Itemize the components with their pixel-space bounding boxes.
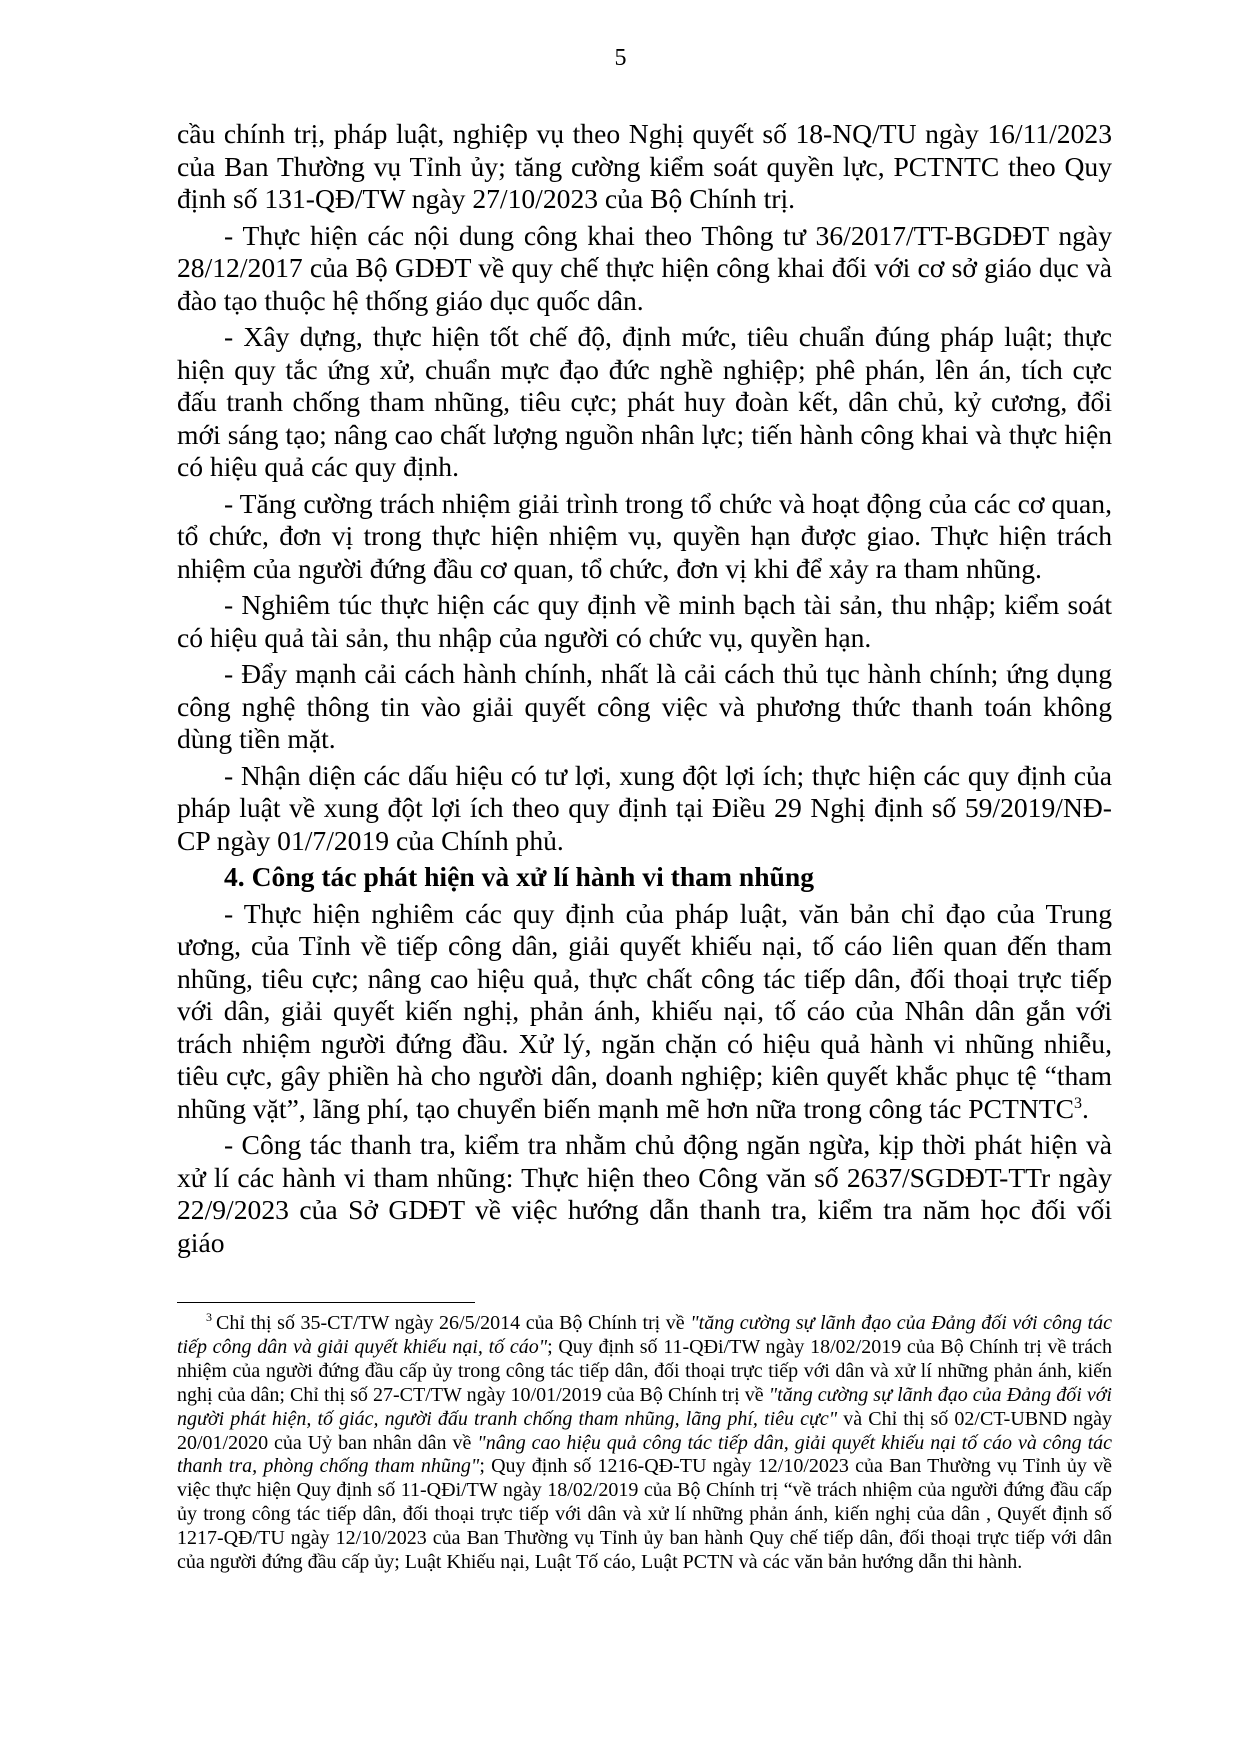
- body-text: [177, 118, 1112, 1263]
- footnote-text-2: ; Quy định số 11-QĐi/TW ngày 18/02/2019 của Bộ Chính trị về trách nhiệm của người đứng đầu cấp ủy trong công tác tiếp dân, đối thoại trực tiếp với dân và xử lí những phản ánh, kiến nghị của dân; Chỉ thị số 27-CT/TW ngày 10/01/2019 của Bộ Chính trị về: [177, 1335, 1113, 1406]
- paragraph-continued: cầu chính trị, pháp luật, nghiệp vụ theo Nghị quyết số 18-NQ/TU ngày 16/11/2023 của Ban Thường vụ Tỉnh ủy; tăng cường kiểm soát quyền lực, PCTNTC theo Quy định số 131-QĐ/TW ngày 27/10/2023 của Bộ Chính trị.: [177, 118, 1112, 214]
- page-number: 5: [614, 45, 627, 71]
- footnote-quote-2: "tăng cường sự lãnh đạo của Đảng đối với người phát hiện, tố giác, người đấu tranh chống tham nhũng, lãng phí, tiêu cực": [177, 1383, 1112, 1430]
- paragraph-citizen-reception-text: - Thực hiện nghiêm các quy định của pháp luật, văn bản chỉ đạo của Trung ương, của Tỉnh về tiếp công dân, giải quyết khiếu nại, tố cáo liên quan đến tham nhũng, tiêu cực; nâng cao hiệu quả, thực chất công tác tiếp dân, đối thoại trực tiếp với dân, giải quyết kiến nghị, phản ánh, khiếu nại, tố cáo của Nhân dân gắn với trách nhiệm người đứng đầu. Xử lý, ngăn chặn có hiệu quả hành vi nhũng nhiễu, tiêu cực, gây phiền hà cho người dân, doanh nghiệp; kiên quyết khắc phục tệ “tham nhũng vặt”, lãng phí, tạo chuyển biến mạnh mẽ hơn nữa trong công tác PCTNTC: [177, 897, 1112, 1124]
- paragraph-citizen-reception: [177, 898, 1112, 1126]
- footnote-quote-1: "tăng cường sự lãnh đạo của Đảng đối với công tác tiếp công dân và giải quyết khiếu nại, tố cáo": [177, 1312, 1112, 1358]
- footnote-reference[interactable]: 3: [1074, 1094, 1083, 1112]
- paragraph-asset-transparency: - Nghiêm túc thực hiện các quy định về minh bạch tài sản, thu nhập; kiểm soát có hiệu quả tài sản, thu nhập của người có chức vụ, quyền hạn.: [177, 589, 1112, 653]
- paragraph-accountability: - Tăng cường trách nhiệm giải trình trong tổ chức và hoạt động của các cơ quan, tổ chức, đơn vị trong thực hiện nhiệm vụ, quyền hạn được giao. Thực hiện trách nhiệm của người đứng đầu cơ quan, tổ chức, đơn vị khi để xảy ra tham nhũng.: [177, 487, 1112, 584]
- footnote-number: 3: [206, 1310, 212, 1325]
- footnote-quote-3: "nâng cao hiệu quả công tác tiếp dân, giải quyết khiếu nại tố cáo và công tác thanh tra, phòng chống tham nhũng": [177, 1431, 1113, 1478]
- footnote-text-3: và Chỉ thị số 02/CT-UBND ngày 20/01/2020 của Uỷ ban nhân dân về: [177, 1407, 1113, 1454]
- footnote-separator: [177, 1302, 475, 1303]
- paragraph-conflict-of-interest: - Nhận diện các dấu hiệu có tư lợi, xung đột lợi ích; thực hiện các quy định của pháp luật về xung đột lợi ích theo quy định tại Điều 29 Nghị định số 59/2019/NĐ-CP ngày 01/7/2019 của Chính phủ.: [177, 759, 1112, 856]
- paragraph-inspection: - Công tác thanh tra, kiểm tra nhằm chủ động ngăn ngừa, kịp thời phát hiện và xử lí các hành vi tham nhũng: Thực hiện theo Công văn số 2637/SGDĐT-TTr ngày 22/9/2023 của Sở GDĐT về việc hướng dẫn thanh tra, kiểm tra năm học đối vối giáo: [177, 1129, 1112, 1258]
- paragraph-standards: - Xây dựng, thực hiện tốt chế độ, định mức, tiêu chuẩn đúng pháp luật; thực hiện quy tắc ứng xử, chuẩn mực đạo đức nghề nghiệp; phê phán, lên án, tích cực đấu tranh chống tham nhũng, tiêu cực; phát huy đoàn kết, dân chủ, kỷ cương, đổi mới sáng tạo; nâng cao chất lượng nguồn nhân lực; tiến hành công khai và thực hiện có hiệu quả các quy định.: [177, 321, 1112, 482]
- footnote-text-1: Chỉ thị số 35-CT/TW ngày 26/5/2014 của Bộ Chính trị về: [216, 1312, 691, 1334]
- paragraph-end-period: .: [1082, 1092, 1089, 1124]
- footnote: [177, 1312, 1112, 1575]
- section-heading: 4. Công tác phát hiện và xử lí hành vi tham nhũng: [224, 861, 815, 892]
- paragraph-admin-reform: - Đẩy mạnh cải cách hành chính, nhất là cải cách thủ tục hành chính; ứng dụng công nghệ thông tin vào giải quyết công việc và phương thức thanh toán không dùng tiền mặt.: [177, 658, 1112, 754]
- footnote-text-4: ; Quy định số 1216-QĐ-TU ngày 12/10/2023 của Ban Thường vụ Tỉnh ủy về việc thực hiện Quy định số 11-QĐi/TW ngày 18/02/2019 của Bộ Chính trị “về trách nhiệm của người đứng đầu cấp ủy trong công tác tiếp dân, đối thoại trực tiếp với dân và xử lí những phản ánh, kiến nghị của dân , Quyết định số 1217-QĐ/TU ngày 12/10/2023 của Ban Thường vụ Tỉnh ủy ban hành Quy chế tiếp dân, đối thoại trực tiếp với dân của người đứng đầu cấp ủy; Luật Khiếu nại, Luật Tố cáo, Luật PCTN và các văn bản hướng dẫn thi hành.: [177, 1455, 1112, 1574]
- paragraph-public-disclosure: - Thực hiện các nội dung công khai theo Thông tư 36/2017/TT-BGDĐT ngày 28/12/2017 của Bộ GDĐT về quy chế thực hiện công khai đối với cơ sở giáo dục và đào tạo thuộc hệ thống giáo dục quốc dân.: [177, 219, 1112, 316]
